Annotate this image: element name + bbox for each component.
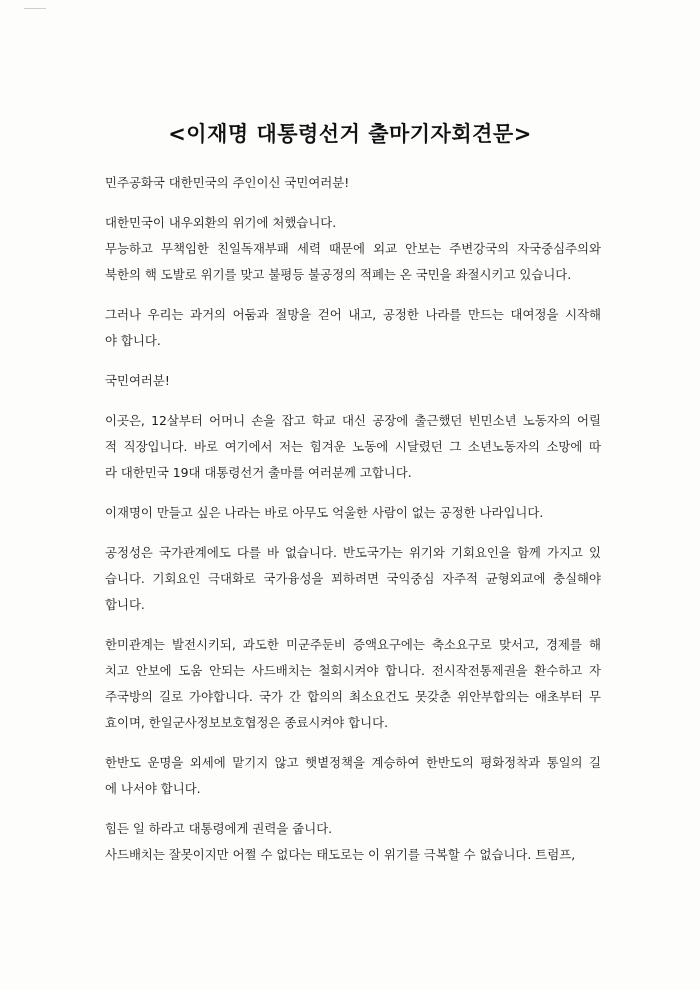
paragraph-gap bbox=[105, 736, 601, 750]
paragraph-gap bbox=[105, 196, 601, 210]
paragraph-line: 한미관계는 발전시키되, 과도한 미군주둔비 증액요구에는 축소요구로 맞서고, 경제를 해 bbox=[105, 637, 601, 652]
paragraph-line: 그러나 우리는 과거의 어둠과 절망을 걷어 내고, 공정한 나라를 만드는 대여정을 시작해 bbox=[105, 307, 601, 322]
paragraph-line: 북한의 핵 도발로 위기를 맞고 불평등 불공정의 적폐는 온 국민을 좌절시키고 있습니다. bbox=[105, 267, 572, 282]
paragraph-line: 국민여러분! bbox=[105, 373, 170, 388]
paragraph-line: 대한민국이 내우외환의 위기에 처했습니다. bbox=[105, 215, 337, 230]
paragraph-line: 주국방의 길로 가야합니다. 국가 간 합의의 최소요건도 못갖춘 위안부합의는 애초부터 무 bbox=[105, 689, 601, 704]
paragraph-gap bbox=[105, 288, 601, 302]
paragraph-gap bbox=[105, 618, 601, 632]
scan-artifact bbox=[24, 8, 46, 11]
paragraph bbox=[105, 816, 601, 868]
paragraph-line: 치고 안보에 도움 안되는 사드배치는 철회시켜야 합니다. 전시작전통제권을 환수하고 자 bbox=[105, 663, 601, 678]
paragraph bbox=[105, 170, 601, 196]
paragraph-gap bbox=[105, 802, 601, 816]
paragraph-line: 습니다. 기회요인 극대화로 국가융성을 꾀하려면 국익중심 자주적 균형외교에 충실해야 bbox=[105, 571, 601, 586]
paragraph-line: 힘든 일 하라고 대통령에게 권력을 줍니다. bbox=[105, 821, 333, 836]
paragraph-gap bbox=[105, 526, 601, 540]
paragraph-line: 민주공화국 대한민국의 주인이신 국민여러분! bbox=[105, 175, 350, 190]
paragraph bbox=[105, 540, 601, 618]
paragraph-line: 이곳은, 12살부터 어머니 손을 잡고 학교 대신 공장에 출근했던 빈민소년 노동자의 어릴 bbox=[105, 413, 601, 428]
paragraph bbox=[105, 500, 601, 526]
paragraph-line: 이재명이 만들고 싶은 나라는 바로 아무도 억울한 사람이 없는 공정한 나라입니다. bbox=[105, 505, 544, 520]
paragraph-gap bbox=[105, 354, 601, 368]
document-body bbox=[105, 170, 601, 868]
paragraph-line: 적 직장입니다. 바로 여기에서 저는 힘겨운 노동에 시달렸던 그 소년노동자의 소망에 따 bbox=[105, 439, 601, 454]
paragraph-line: 효이며, 한일군사정보보호협정은 종료시켜야 합니다. bbox=[105, 715, 389, 730]
paragraph bbox=[105, 632, 601, 736]
paragraph-line: 야 합니다. bbox=[105, 333, 161, 348]
paragraph-line: 에 나서야 합니다. bbox=[105, 781, 201, 796]
paragraph bbox=[105, 210, 601, 288]
paragraph bbox=[105, 408, 601, 486]
paragraph-line: 공정성은 국가관계에도 다를 바 없습니다. 반도국가는 위기와 기회요인을 함께 가지고 있 bbox=[105, 545, 601, 560]
paragraph-line: 한반도 운명을 외세에 맡기지 않고 햇볕정책을 계승하여 한반도의 평화정착과 통일의 길 bbox=[105, 755, 601, 770]
paragraph-gap bbox=[105, 394, 601, 408]
paragraph-line: 합니다. bbox=[105, 597, 145, 612]
paragraph-gap bbox=[105, 486, 601, 500]
paragraph-line: 사드배치는 잘못이지만 어쩔 수 없다는 태도로는 이 위기를 극복할 수 없습니다. 트럼프, bbox=[105, 847, 576, 862]
paragraph bbox=[105, 368, 601, 394]
paragraph bbox=[105, 750, 601, 802]
paragraph-line: 라 대한민국 19대 대통령선거 출마를 여러분께 고합니다. bbox=[105, 465, 412, 480]
paragraph-line: 무능하고 무책임한 친일독재부패 세력 때문에 외교 안보는 주변강국의 자국중심주의와 bbox=[105, 241, 601, 256]
paragraph bbox=[105, 302, 601, 354]
document-title: <이재명 대통령선거 출마기자회견문> bbox=[168, 122, 532, 146]
